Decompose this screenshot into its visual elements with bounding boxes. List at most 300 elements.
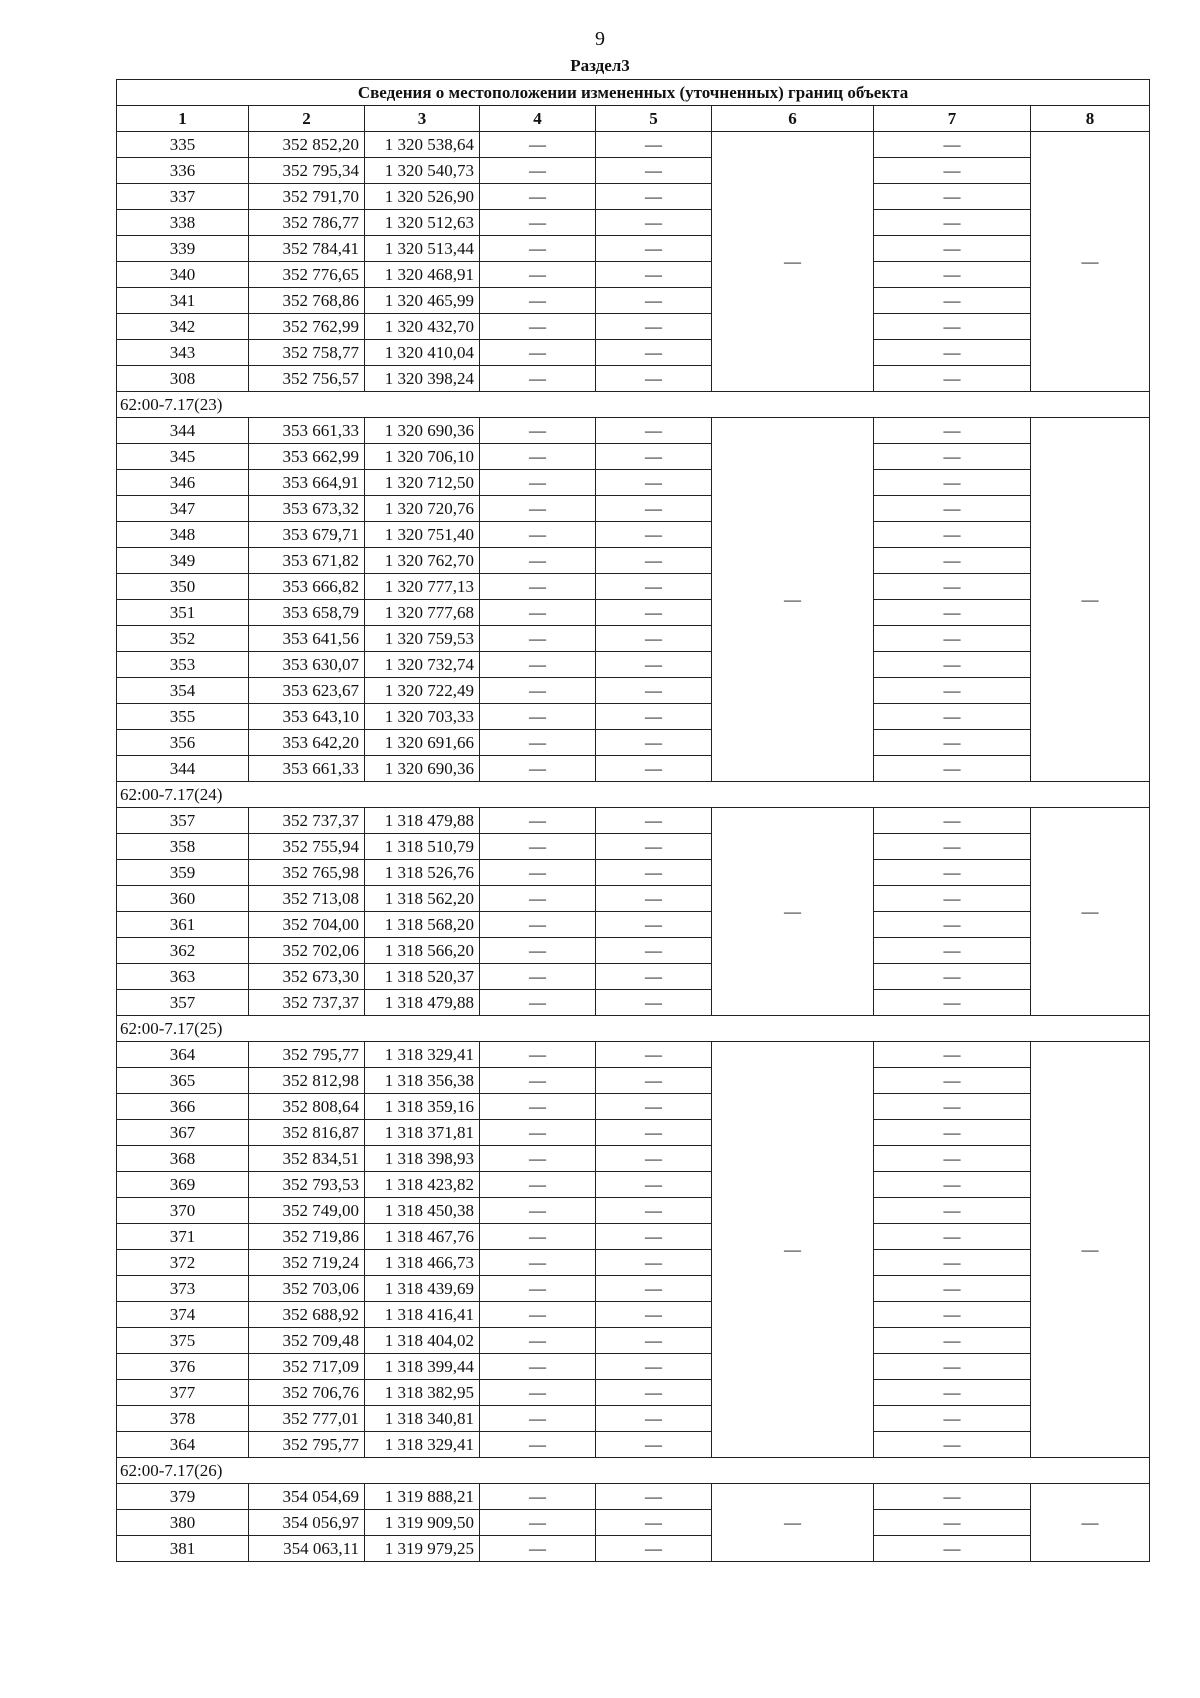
column-5-value: — [596,808,712,834]
coordinate-x: 352 808,64 [249,1094,365,1120]
column-7-value: — [874,1276,1031,1302]
column-5-value: — [596,938,712,964]
coordinate-x: 352 777,01 [249,1406,365,1432]
column-4-value: — [480,834,596,860]
group-header-row [117,392,1150,418]
column-4-value: — [480,756,596,782]
column-5-value: — [596,496,712,522]
column-7-value: — [874,626,1031,652]
column-4-value: — [480,1380,596,1406]
column-7-value: — [874,1172,1031,1198]
coordinate-x: 353 661,33 [249,418,365,444]
coordinate-y: 1 320 512,63 [365,210,480,236]
column-5-value: — [596,730,712,756]
coordinate-y: 1 319 909,50 [365,1510,480,1536]
coordinate-x: 352 784,41 [249,236,365,262]
coordinate-x: 353 641,56 [249,626,365,652]
coordinate-x: 352 795,34 [249,158,365,184]
coordinate-y: 1 320 722,49 [365,678,480,704]
coordinate-x: 352 852,20 [249,132,365,158]
column-5-value: — [596,1380,712,1406]
point-number: 372 [117,1250,249,1276]
column-4-value: — [480,1250,596,1276]
coordinate-x: 352 688,92 [249,1302,365,1328]
coordinate-y: 1 320 759,53 [365,626,480,652]
column-4-value: — [480,132,596,158]
coordinate-x: 352 816,87 [249,1120,365,1146]
column-7-value: — [874,158,1031,184]
column-4-value: — [480,1198,596,1224]
table-row [117,1146,1150,1172]
coordinate-y: 1 320 690,36 [365,756,480,782]
column-5-value: — [596,548,712,574]
point-number: 364 [117,1432,249,1458]
column-7-value: — [874,1406,1031,1432]
coordinate-y: 1 320 732,74 [365,652,480,678]
column-7-value: — [874,288,1031,314]
coordinate-x: 353 658,79 [249,600,365,626]
coordinate-y: 1 320 703,33 [365,704,480,730]
coordinate-y: 1 320 398,24 [365,366,480,392]
section-title: Раздел3 [570,56,630,75]
column-5-value: — [596,470,712,496]
column-4-value: — [480,1276,596,1302]
column-7-value: — [874,912,1031,938]
coordinate-x: 353 673,32 [249,496,365,522]
table-row [117,470,1150,496]
coordinate-x: 352 737,37 [249,808,365,834]
coordinate-x: 353 623,67 [249,678,365,704]
column-5-value: — [596,652,712,678]
table-row [117,1510,1150,1536]
column-7-value: — [874,1198,1031,1224]
coordinate-y: 1 320 432,70 [365,314,480,340]
table-row [117,756,1150,782]
point-number: 375 [117,1328,249,1354]
point-number: 344 [117,756,249,782]
point-number: 354 [117,678,249,704]
point-number: 347 [117,496,249,522]
table-row [117,808,1150,834]
table-row [117,1354,1150,1380]
coordinate-y: 1 319 888,21 [365,1484,480,1510]
point-number: 344 [117,418,249,444]
column-6-merged-value: — [712,1484,874,1562]
column-5-value: — [596,1198,712,1224]
coordinate-y: 1 318 382,95 [365,1380,480,1406]
table-row [117,886,1150,912]
column-7-value: — [874,1380,1031,1406]
column-7-value: — [874,886,1031,912]
point-number: 357 [117,990,249,1016]
coordinate-x: 353 643,10 [249,704,365,730]
coordinate-y: 1 318 439,69 [365,1276,480,1302]
table-row [117,1484,1150,1510]
column-4-value: — [480,1172,596,1198]
column-8-merged-value: — [1031,1042,1150,1458]
table-row [117,704,1150,730]
table-row [117,1120,1150,1146]
column-number: 1 [117,106,249,132]
point-number: 349 [117,548,249,574]
column-7-value: — [874,860,1031,886]
point-number: 338 [117,210,249,236]
column-5-value: — [596,1120,712,1146]
point-number: 377 [117,1380,249,1406]
column-4-value: — [480,1120,596,1146]
column-4-value: — [480,574,596,600]
table-row [117,210,1150,236]
column-7-value: — [874,756,1031,782]
coordinate-y: 1 318 416,41 [365,1302,480,1328]
table-row [117,262,1150,288]
point-number: 340 [117,262,249,288]
coordinate-y: 1 318 466,73 [365,1250,480,1276]
column-4-value: — [480,418,596,444]
column-4-value: — [480,548,596,574]
column-5-value: — [596,756,712,782]
coordinate-y: 1 319 979,25 [365,1536,480,1562]
column-7-value: — [874,1510,1031,1536]
column-7-value: — [874,678,1031,704]
column-4-value: — [480,990,596,1016]
column-5-value: — [596,1094,712,1120]
table-row [117,288,1150,314]
coordinate-x: 353 679,71 [249,522,365,548]
point-number: 345 [117,444,249,470]
table-row [117,366,1150,392]
coordinate-y: 1 318 371,81 [365,1120,480,1146]
column-4-value: — [480,964,596,990]
column-6-merged-value: — [712,418,874,782]
table-row [117,418,1150,444]
column-7-value: — [874,834,1031,860]
coordinate-y: 1 320 538,64 [365,132,480,158]
column-5-value: — [596,1276,712,1302]
column-6-merged-value: — [712,132,874,392]
column-7-value: — [874,262,1031,288]
coordinate-y: 1 320 712,50 [365,470,480,496]
column-5-value: — [596,210,712,236]
table-row [117,444,1150,470]
coordinate-x: 352 793,53 [249,1172,365,1198]
table-row [117,912,1150,938]
coordinate-y: 1 320 540,73 [365,158,480,184]
coordinate-x: 353 671,82 [249,548,365,574]
coordinate-y: 1 318 329,41 [365,1042,480,1068]
column-4-value: — [480,1536,596,1562]
column-7-value: — [874,444,1031,470]
coordinate-x: 353 642,20 [249,730,365,756]
coordinate-x: 352 762,99 [249,314,365,340]
column-5-value: — [596,860,712,886]
coordinate-x: 352 776,65 [249,262,365,288]
point-number: 373 [117,1276,249,1302]
point-number: 368 [117,1146,249,1172]
point-number: 346 [117,470,249,496]
group-header-row [117,1016,1150,1042]
column-4-value: — [480,1146,596,1172]
column-5-value: — [596,522,712,548]
table-row [117,340,1150,366]
point-number: 378 [117,1406,249,1432]
column-4-value: — [480,210,596,236]
column-7-value: — [874,574,1031,600]
column-4-value: — [480,236,596,262]
point-number: 357 [117,808,249,834]
column-7-value: — [874,496,1031,522]
column-5-value: — [596,1510,712,1536]
column-7-value: — [874,1536,1031,1562]
column-8-merged-value: — [1031,1484,1150,1562]
column-5-value: — [596,1432,712,1458]
point-number: 370 [117,1198,249,1224]
column-5-value: — [596,964,712,990]
coordinate-y: 1 318 479,88 [365,808,480,834]
point-number: 366 [117,1094,249,1120]
coordinate-y: 1 318 450,38 [365,1198,480,1224]
column-7-value: — [874,1328,1031,1354]
point-number: 365 [117,1068,249,1094]
point-number: 339 [117,236,249,262]
table-title: Сведения о местоположении измененных (уточненных) границ объекта [117,80,1150,106]
column-7-value: — [874,1224,1031,1250]
coordinate-x: 352 755,94 [249,834,365,860]
column-4-value: — [480,288,596,314]
coordinate-y: 1 320 526,90 [365,184,480,210]
coordinate-y: 1 318 340,81 [365,1406,480,1432]
column-7-value: — [874,1354,1031,1380]
coordinate-y: 1 320 513,44 [365,236,480,262]
column-7-value: — [874,1042,1031,1068]
table-row [117,132,1150,158]
point-number: 359 [117,860,249,886]
table-row [117,1432,1150,1458]
point-number: 343 [117,340,249,366]
boundary-coordinates-table [116,79,1150,1562]
coordinate-x: 352 812,98 [249,1068,365,1094]
column-5-value: — [596,912,712,938]
table-row [117,1094,1150,1120]
column-4-value: — [480,1432,596,1458]
column-5-value: — [596,1328,712,1354]
table-row [117,1380,1150,1406]
column-4-value: — [480,340,596,366]
table-row [117,652,1150,678]
column-4-value: — [480,886,596,912]
column-5-value: — [596,886,712,912]
coordinate-x: 352 702,06 [249,938,365,964]
column-number: 6 [712,106,874,132]
point-number: 362 [117,938,249,964]
column-5-value: — [596,418,712,444]
table-body [117,80,1150,1562]
point-number: 353 [117,652,249,678]
table-row [117,1276,1150,1302]
coordinate-y: 1 320 777,13 [365,574,480,600]
column-number: 3 [365,106,480,132]
table-row [117,1536,1150,1562]
table-row [117,730,1150,756]
column-4-value: — [480,184,596,210]
coordinate-y: 1 318 526,76 [365,860,480,886]
column-7-value: — [874,1120,1031,1146]
column-5-value: — [596,1536,712,1562]
table-row [117,1302,1150,1328]
table-row [117,1172,1150,1198]
point-number: 337 [117,184,249,210]
coordinate-y: 1 318 479,88 [365,990,480,1016]
column-4-value: — [480,1328,596,1354]
column-number: 5 [596,106,712,132]
table-row [117,678,1150,704]
point-number: 352 [117,626,249,652]
coordinate-y: 1 318 404,02 [365,1328,480,1354]
table-row [117,184,1150,210]
coordinate-y: 1 320 691,66 [365,730,480,756]
column-5-value: — [596,1250,712,1276]
column-4-value: — [480,1302,596,1328]
coordinate-y: 1 320 690,36 [365,418,480,444]
column-8-merged-value: — [1031,418,1150,782]
column-5-value: — [596,1302,712,1328]
column-7-value: — [874,210,1031,236]
point-number: 360 [117,886,249,912]
column-7-value: — [874,964,1031,990]
coordinate-y: 1 320 410,04 [365,340,480,366]
column-5-value: — [596,1406,712,1432]
column-7-value: — [874,236,1031,262]
group-header-row [117,782,1150,808]
table-row [117,574,1150,600]
table-row [117,1068,1150,1094]
coordinate-x: 353 661,33 [249,756,365,782]
table-row [117,860,1150,886]
column-6-merged-value: — [712,1042,874,1458]
column-7-value: — [874,184,1031,210]
coordinate-x: 352 717,09 [249,1354,365,1380]
column-number: 2 [249,106,365,132]
table-row [117,496,1150,522]
coordinate-x: 353 664,91 [249,470,365,496]
coordinate-y: 1 318 562,20 [365,886,480,912]
column-7-value: — [874,418,1031,444]
table-row [117,1328,1150,1354]
coordinate-x: 354 056,97 [249,1510,365,1536]
coordinate-x: 352 713,08 [249,886,365,912]
page-number: 9 [595,28,605,50]
group-label: 62:00-7.17(24) [117,782,1150,808]
column-5-value: — [596,288,712,314]
column-4-value: — [480,444,596,470]
column-7-value: — [874,522,1031,548]
column-7-value: — [874,1484,1031,1510]
table-row [117,1198,1150,1224]
table-row [117,548,1150,574]
table-row [117,1042,1150,1068]
point-number: 369 [117,1172,249,1198]
column-5-value: — [596,184,712,210]
column-4-value: — [480,470,596,496]
point-number: 363 [117,964,249,990]
coordinate-x: 352 706,76 [249,1380,365,1406]
point-number: 336 [117,158,249,184]
column-number: 7 [874,106,1031,132]
column-4-value: — [480,496,596,522]
column-7-value: — [874,938,1031,964]
point-number: 348 [117,522,249,548]
column-5-value: — [596,1042,712,1068]
column-4-value: — [480,314,596,340]
column-4-value: — [480,1484,596,1510]
coordinate-y: 1 318 520,37 [365,964,480,990]
column-7-value: — [874,1250,1031,1276]
column-4-value: — [480,600,596,626]
coordinate-x: 352 704,00 [249,912,365,938]
group-label: 62:00-7.17(23) [117,392,1150,418]
coordinate-x: 353 630,07 [249,652,365,678]
table-row [117,964,1150,990]
point-number: 351 [117,600,249,626]
column-4-value: — [480,626,596,652]
table-row [117,834,1150,860]
point-number: 374 [117,1302,249,1328]
column-4-value: — [480,808,596,834]
column-5-value: — [596,990,712,1016]
column-4-value: — [480,1094,596,1120]
coordinate-x: 353 662,99 [249,444,365,470]
coordinate-x: 352 786,77 [249,210,365,236]
coordinate-y: 1 320 777,68 [365,600,480,626]
point-number: 380 [117,1510,249,1536]
column-7-value: — [874,1094,1031,1120]
coordinate-x: 352 719,86 [249,1224,365,1250]
coordinate-x: 352 834,51 [249,1146,365,1172]
coordinate-y: 1 320 720,76 [365,496,480,522]
table-title-row [117,80,1150,106]
coordinate-x: 352 758,77 [249,340,365,366]
coordinate-x: 352 795,77 [249,1432,365,1458]
column-4-value: — [480,860,596,886]
table-row [117,158,1150,184]
coordinate-y: 1 318 329,41 [365,1432,480,1458]
column-4-value: — [480,262,596,288]
coordinate-x: 352 791,70 [249,184,365,210]
coordinate-x: 352 765,98 [249,860,365,886]
coordinate-y: 1 318 423,82 [365,1172,480,1198]
column-4-value: — [480,1406,596,1432]
column-7-value: — [874,132,1031,158]
coordinate-x: 352 709,48 [249,1328,365,1354]
coordinate-y: 1 318 359,16 [365,1094,480,1120]
coordinate-x: 352 673,30 [249,964,365,990]
column-7-value: — [874,808,1031,834]
column-7-value: — [874,340,1031,366]
column-7-value: — [874,730,1031,756]
point-number: 361 [117,912,249,938]
group-label: 62:00-7.17(26) [117,1458,1150,1484]
column-5-value: — [596,444,712,470]
coordinate-x: 352 749,00 [249,1198,365,1224]
column-4-value: — [480,730,596,756]
column-5-value: — [596,1172,712,1198]
column-number: 8 [1031,106,1150,132]
column-5-value: — [596,574,712,600]
point-number: 367 [117,1120,249,1146]
coordinate-x: 352 795,77 [249,1042,365,1068]
column-7-value: — [874,1146,1031,1172]
coordinate-y: 1 320 468,91 [365,262,480,288]
